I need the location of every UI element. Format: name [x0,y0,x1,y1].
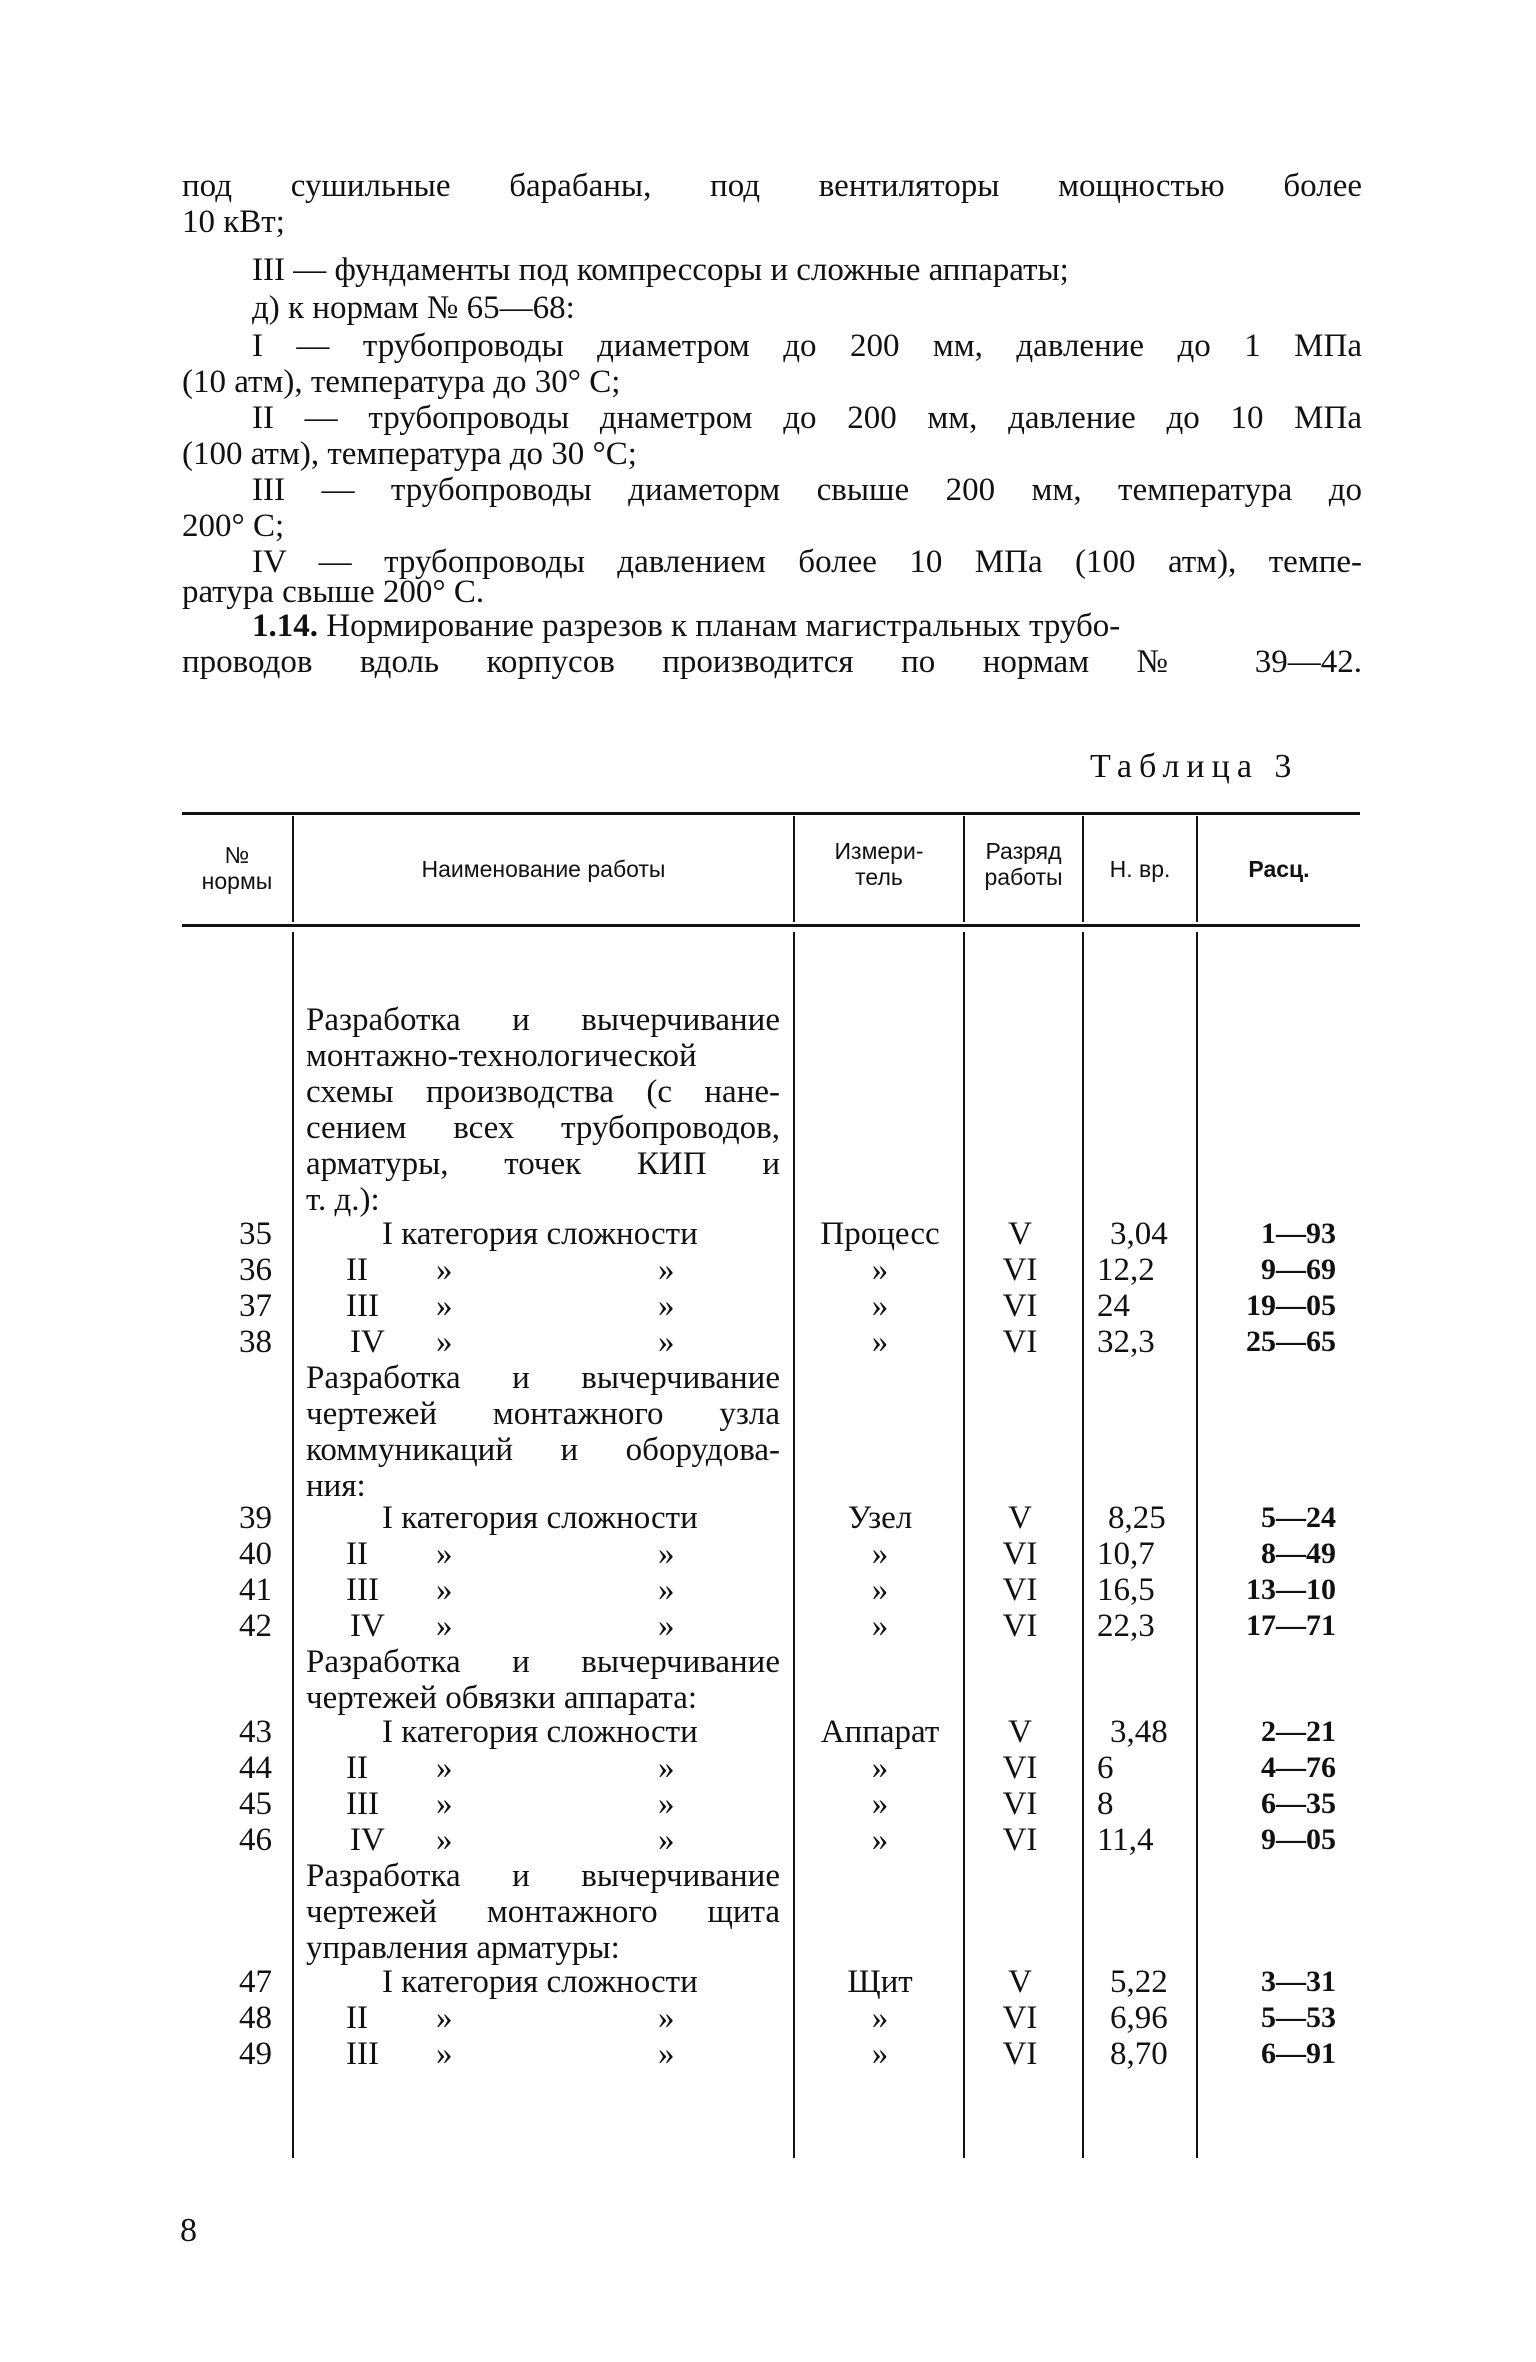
roman-numeral: I [382,1714,393,1750]
unit-value: » [871,1324,889,1360]
category-label [382,1964,780,2000]
unit-value: Процесс [820,1216,940,1252]
group-title-line: чертежей обвязки аппарата: [306,1680,698,1716]
roman-numeral: IV [350,1324,385,1360]
rate-value: 1—93 [1261,1217,1336,1250]
rate-value: 9—69 [1261,1253,1336,1286]
time-value: 6 [1097,1750,1114,1786]
roman-numeral: IV [350,1822,385,1858]
rate-value: 19—05 [1246,1289,1336,1322]
norm-number: 37 [239,1288,272,1324]
intro-line: II — трубопроводы днаметром до 200 мм, давление до 10 МПа [252,400,1362,436]
grade-value: VI [1002,1786,1038,1822]
time-value: 6,96 [1110,2000,1168,2036]
time-value: 24 [1097,1288,1130,1324]
rate-value: 17—71 [1246,1609,1336,1642]
time-value: 16,5 [1097,1572,1155,1608]
time-value: 3,04 [1110,1216,1168,1252]
norm-number: 42 [239,1608,272,1644]
rate-value: 6—35 [1261,1787,1336,1820]
ditto-mark: » [658,1252,675,1288]
ditto-mark: » [436,1288,453,1324]
category-text: категория сложности [401,1216,698,1252]
ditto-mark: » [658,1288,675,1324]
rate-value: 6—91 [1261,2037,1336,2070]
header-text: Измери- [834,838,924,864]
rate-value: 3—31 [1261,1965,1336,1998]
unit-value: Щит [847,1964,913,2000]
category-text: категория сложности [401,1964,698,2000]
rate-value: 13—10 [1246,1573,1336,1606]
intro-line: проводов вдоль корпусов производится по нормам № 39—42. [182,644,1362,680]
norm-number: 35 [239,1216,272,1252]
header-text: нормы [201,868,273,894]
grade-value: VI [1002,1536,1038,1572]
intro-line: (10 атм), температура до 30° С; [182,364,621,400]
unit-value: » [871,2036,889,2072]
intro-line: I — трубопроводы диаметром до 200 мм, давление до 1 МПа [252,328,1362,364]
ditto-mark: » [436,1750,453,1786]
header-work-name: Наименование работы [421,856,666,882]
roman-numeral: III [346,1288,379,1324]
roman-numeral: III [346,2036,379,2072]
grade-value: V [1008,1964,1032,2000]
ditto-mark: » [658,1324,675,1360]
roman-numeral: IV [350,1608,385,1644]
rate-value: 2—21 [1261,1715,1336,1748]
group-title-line: Разработка и вычерчивание [306,1002,780,1038]
grade-value: VI [1002,1288,1038,1324]
header-rate: Расц. [1248,856,1310,882]
rate-value: 25—65 [1246,1325,1336,1358]
group-title-line: Разработка и вычерчивание [306,1644,780,1680]
time-value: 32,3 [1097,1324,1155,1360]
header-text: работы [984,864,1063,890]
unit-value: » [871,1608,889,1644]
roman-numeral: I [382,1500,393,1536]
rate-value: 9—05 [1261,1823,1336,1856]
norm-number: 43 [239,1714,272,1750]
intro-line [252,608,1362,644]
group-title-line: арматуры, точек КИП и [306,1146,780,1182]
unit-value: » [871,1572,889,1608]
grade-value: VI [1002,1608,1038,1644]
grade-value: VI [1002,1324,1038,1360]
unit-value: » [871,1822,889,1858]
ditto-mark: » [436,1572,453,1608]
intro-line: д) к нормам № 65—68: [252,290,575,326]
unit-value: » [871,1288,889,1324]
roman-numeral: II [346,2000,368,2036]
page-number: 8 [180,2212,197,2249]
norm-number: 47 [239,1964,272,2000]
norm-number: 41 [239,1572,272,1608]
ditto-mark: » [436,1608,453,1644]
time-value: 12,2 [1097,1252,1155,1288]
unit-value: » [871,1750,889,1786]
ditto-mark: » [658,1786,675,1822]
time-value: 3,48 [1110,1714,1168,1750]
roman-numeral: III [346,1786,379,1822]
header-text: тель [855,864,903,890]
category-label [382,1714,780,1750]
group-title-line: схемы производства (с нане- [306,1074,780,1110]
ditto-mark: » [436,1822,453,1858]
ditto-mark: » [658,1572,675,1608]
unit-value: Аппарат [820,1714,940,1750]
grade-value: VI [1002,1252,1038,1288]
ditto-mark: » [436,2036,453,2072]
roman-numeral: III [346,1572,379,1608]
ditto-mark: » [658,2000,675,2036]
group-title-line: сением всех трубопроводов, [306,1110,780,1146]
ditto-mark: » [658,1536,675,1572]
intro-line: 200° С; [182,508,285,544]
time-value: 8,25 [1108,1500,1166,1536]
grade-value: V [1008,1500,1032,1536]
column-divider [793,932,795,2158]
group-title-line: ния: [306,1468,366,1504]
group-title-line: управления арматуры: [306,1930,620,1966]
table-top-rule [182,812,1360,815]
column-divider [1082,932,1084,2158]
table-header-rule [182,924,1360,927]
time-value: 5,22 [1110,1964,1168,2000]
ditto-mark: » [436,1536,453,1572]
header-norm-number [182,842,292,894]
time-value: 11,4 [1097,1822,1154,1858]
column-divider [292,932,294,2158]
rate-value: 8—49 [1261,1537,1336,1570]
intro-line-text: Нормирование разрезов к планам магистральных трубо- [318,608,1121,644]
unit-value: Узел [847,1500,913,1536]
time-value: 8,70 [1110,2036,1168,2072]
roman-numeral: II [346,1536,368,1572]
section-number: 1.14. [252,608,318,644]
time-value: 10,7 [1097,1536,1155,1572]
roman-numeral: I [382,1964,393,2000]
norm-number: 38 [239,1324,272,1360]
grade-value: VI [1002,2036,1038,2072]
group-title-line: чертежей монтажного узла [306,1396,780,1432]
grade-value: VI [1002,2000,1038,2036]
norm-number: 45 [239,1786,272,1822]
intro-line: IV — трубопроводы давлением более 10 МПа (100 атм), темпе- [252,544,1362,580]
intro-line: 10 кВт; [182,204,285,240]
ditto-mark: » [436,1786,453,1822]
category-label [382,1216,780,1252]
norm-number: 48 [239,2000,272,2036]
roman-numeral: II [346,1750,368,1786]
unit-value: » [871,1786,889,1822]
header-text: № [224,842,250,868]
time-value: 8 [1097,1786,1114,1822]
norm-number: 40 [239,1536,272,1572]
group-title-line: коммуникаций и оборудова- [306,1432,780,1468]
group-title-line: чертежей монтажного щита [306,1894,780,1930]
norm-number: 44 [239,1750,272,1786]
ditto-mark: » [436,2000,453,2036]
unit-value: » [871,2000,889,2036]
rate-value: 5—24 [1261,1501,1336,1534]
group-title-line: монтажно-технологической [306,1038,697,1074]
ditto-mark: » [658,1608,675,1644]
category-text: категория сложности [401,1500,698,1536]
ditto-mark: » [658,1750,675,1786]
time-value: 22,3 [1097,1608,1155,1644]
group-title-line: Разработка и вычерчивание [306,1858,780,1894]
unit-value: » [871,1252,889,1288]
grade-value: VI [1002,1822,1038,1858]
rate-value: 5—53 [1261,2001,1336,2034]
norm-number: 39 [239,1500,272,1536]
norm-number: 49 [239,2036,272,2072]
roman-numeral: II [346,1252,368,1288]
group-title-line: т. д.): [306,1182,380,1218]
intro-line: ратура свыше 200° С. [182,574,485,610]
category-label [382,1500,780,1536]
ditto-mark: » [658,1822,675,1858]
header-grade [965,838,1082,890]
header-time-norm: Н. вр. [1109,856,1171,882]
grade-value: V [1008,1714,1032,1750]
grade-value: V [1008,1216,1032,1252]
grade-value: VI [1002,1572,1038,1608]
intro-line: (100 атм), температура до 30 °С; [182,436,637,472]
header-text: Разряд [985,838,1062,864]
intro-line: III — фундаменты под компрессоры и сложные аппараты; [252,252,1069,288]
category-text: категория сложности [401,1714,698,1750]
ditto-mark: » [658,2036,675,2072]
norm-number: 36 [239,1252,272,1288]
roman-numeral: I [382,1216,393,1252]
norm-number: 46 [239,1822,272,1858]
unit-value: » [871,1536,889,1572]
header-unit [795,838,963,890]
table-caption: Таблица 3 [1090,748,1299,785]
rate-value: 4—76 [1261,1751,1336,1784]
intro-line: III — трубопроводы диаметорм свыше 200 мм, температура до [252,472,1362,508]
intro-line: под сушильные барабаны, под вентиляторы мощностью более [182,168,1362,204]
grade-value: VI [1002,1750,1038,1786]
ditto-mark: » [436,1252,453,1288]
ditto-mark: » [436,1324,453,1360]
group-title-line: Разработка и вычерчивание [306,1360,780,1396]
